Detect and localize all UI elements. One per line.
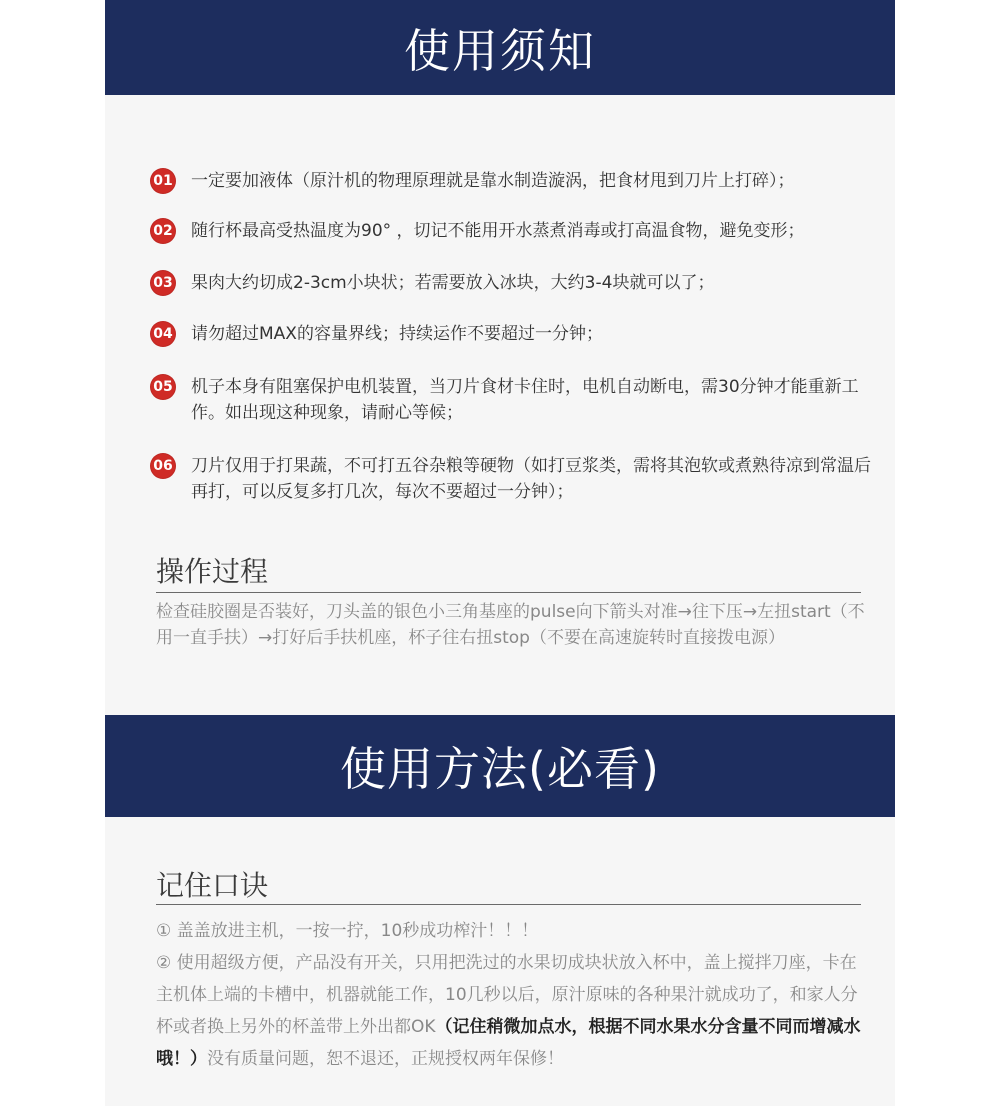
tip-1: ① 盖盖放进主机，一按一拧，10秒成功榨汁！！！ xyxy=(156,921,539,941)
tip-2-highlight: （记住稍微加点水，根据不同水果水分含量不同而增减水哦！） xyxy=(156,1017,861,1069)
notice-item-2 xyxy=(150,218,880,244)
notice-text: 机子本身有阻塞保护电机装置，当刀片食材卡住时，电机自动断电，需30分钟才能重新工作。如出现这种现象，请耐心等候； xyxy=(191,377,859,423)
number-badge: 02 xyxy=(150,218,176,244)
usage-banner: 使用方法(必看) xyxy=(105,715,895,817)
notice-item-4 xyxy=(150,321,880,347)
tip-2-text: ② 使用超级方便，产品没有开关，只用把洗过的水果切成块状放入杯中，盖上搅拌刀座，卡在主机体上端的卡槽中，机器就能工作，10几秒以后，原汁原味的各种果汁就成功了，和家人分杯或者换上另外的杯盖带上外出都OK xyxy=(156,953,858,1037)
notice-banner: 使用须知 xyxy=(105,0,895,95)
notice-text: 请勿超过MAX的容量界线；持续运作不要超过一分钟； xyxy=(191,324,603,344)
number-badge: 06 xyxy=(150,453,176,479)
number-badge: 04 xyxy=(150,321,176,347)
notice-text: 随行杯最高受热温度为90° ，切记不能用开水蒸煮消毒或打高温食物，避免变形； xyxy=(191,221,805,241)
process-text: 检查硅胶圈是否装好，刀头盖的银色小三角基座的pulse向下箭头对准→往下压→左扭start（不用一直手扶）→打好后手扶机座，杯子往右扭stop（不要在高速旋转时直接拨电源） xyxy=(156,602,865,648)
notice-text: 刀片仅用于打果蔬，不可打五谷杂粮等硬物（如打豆浆类，需将其泡软或煮熟待凉到常温后再打，可以反复多打几次，每次不要超过一分钟）； xyxy=(191,456,871,502)
tip-2-suffix: 没有质量问题，恕不退还，正规授权两年保修！ xyxy=(207,1049,564,1069)
tip-2 xyxy=(156,947,871,1075)
process-title: 操作过程 xyxy=(156,555,269,588)
notice-text: 果肉大约切成2-3cm小块状；若需要放入冰块，大约3-4块就可以了； xyxy=(191,273,715,293)
instruction-page xyxy=(105,0,895,1106)
notice-item-1 xyxy=(150,168,880,194)
usage-divider xyxy=(156,904,861,905)
number-badge: 01 xyxy=(150,168,176,194)
notice-item-5 xyxy=(150,374,880,426)
usage-tips xyxy=(156,915,871,1075)
notice-text: 一定要加液体（原汁机的物理原理就是靠水制造漩涡，把食材甩到刀片上打碎）； xyxy=(191,171,795,191)
notice-item-6 xyxy=(150,453,880,505)
usage-subtitle: 记住口诀 xyxy=(156,869,269,902)
process-divider xyxy=(156,592,861,593)
notice-item-3 xyxy=(150,270,880,296)
number-badge: 05 xyxy=(150,374,176,400)
number-badge: 03 xyxy=(150,270,176,296)
